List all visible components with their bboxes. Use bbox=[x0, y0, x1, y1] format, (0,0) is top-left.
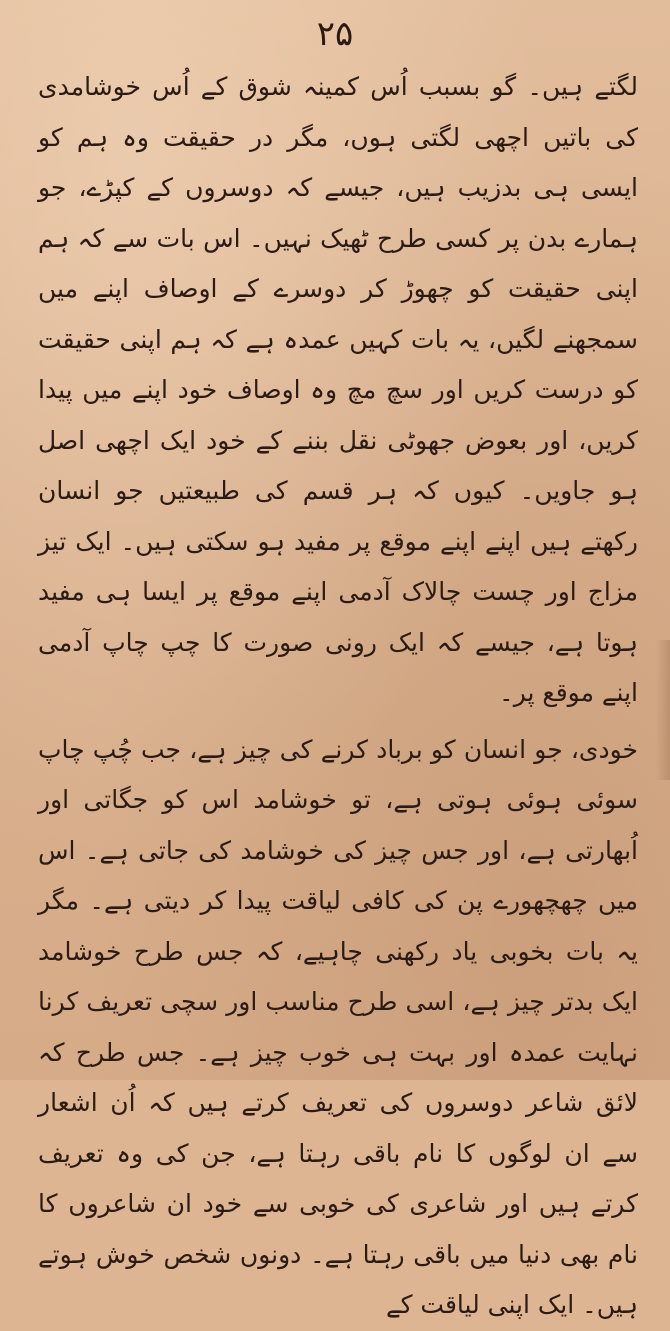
page-number: ۲۵ bbox=[316, 14, 354, 54]
paragraph-1: لگتے ہیں۔ گو بسبب اُس کمینہ شوق کے اُس خوشامدی کی باتیں اچھی لگتی ہوں، مگر در حقیقت وہ ہم کو ایسی ہی بدزیب ہیں، جیسے کہ دوسروں کے کپڑے، جو ہمارے بدن پر کسی طرح ٹھیک نہیں۔ اس بات سے کہ ہم اپنی حقیقت کو چھوڑ کر دوسرے کے اوصاف اپنے میں سمجھنے لگیں، یہ بات کہیں عمدہ ہے کہ ہم اپنی حقیقت کو درست کریں اور سچ مچ وہ اوصاف خود اپنے میں پیدا کریں، اور بعوض جھوٹی نقل بننے کے خود ایک اچھی اصل ہو جاویں۔ کیوں کہ ہر قسم کی طبیعتیں جو انسان رکھتے ہیں اپنے اپنے موقع پر مفید ہو سکتی ہیں۔ ایک تیز مزاج اور چست چالاک آدمی اپنے موقع پر ایسا ہی مفید ہوتا ہے، جیسے کہ ایک رونی صورت کا چپ چاپ آدمی اپنے موقع پر۔ bbox=[38, 72, 638, 707]
paragraph-2: خودی، جو انسان کو برباد کرنے کی چیز ہے، جب چُپ چاپ سوئی ہوئی ہوتی ہے، تو خوشامد اس کو جگاتی اور اُبھارتی ہے، اور جس چیز کی خوشامد کی جاتی ہے۔ اس میں چھچھورے پن کی کافی لیاقت پیدا کر دیتی ہے۔ مگر یہ بات بخوبی یاد رکھنی چاہیے، کہ جس طرح خوشامد ایک بدتر چیز ہے، اسی طرح مناسب اور سچی تعریف کرنا نہایت عمدہ اور بہت ہی خوب چیز ہے۔ جس طرح کہ لائق شاعر دوسروں کی تعریف کرتے ہیں کہ اُن اشعار سے ان لوگوں کا نام باقی رہتا ہے، جن کی وہ تعریف کرتے ہیں اور شاعری کی خوبی سے خود ان شاعروں کا نام بھی دنیا میں باقی رہتا ہے۔ دونوں شخص خوش ہوتے ہیں۔ ایک اپنی لیاقت کے bbox=[38, 734, 638, 1319]
paper-crease bbox=[656, 640, 670, 780]
body-text bbox=[38, 62, 638, 1331]
